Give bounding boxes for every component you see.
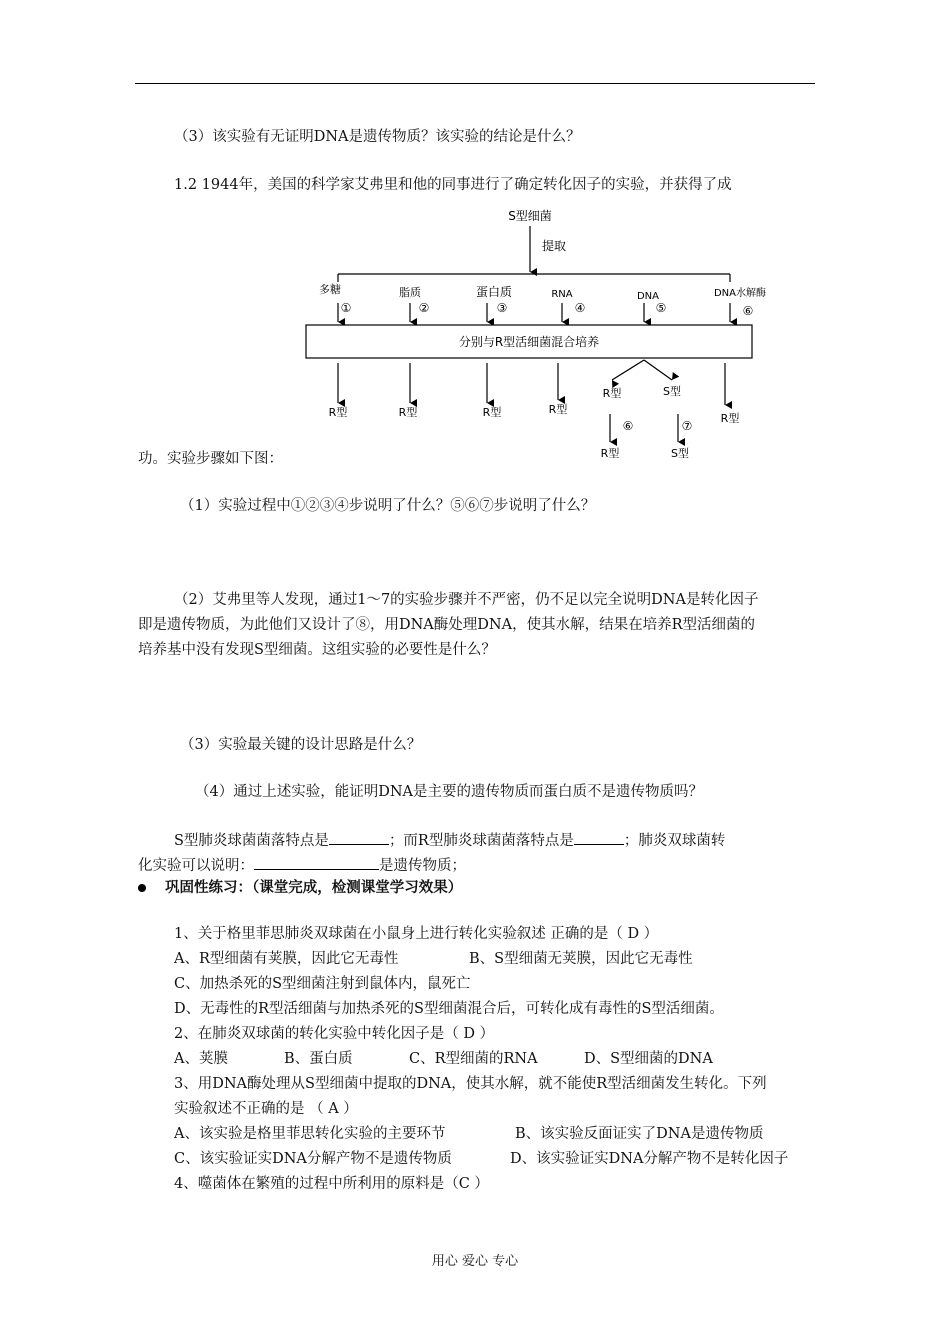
bullet-icon <box>138 884 146 892</box>
step-number: ⑤ <box>655 301 667 315</box>
result-label: R型 <box>482 406 502 419</box>
exercise-2-option-c: C、R型细菌的RNA <box>409 1051 538 1067</box>
answer-blank[interactable] <box>574 830 624 845</box>
step-number: ② <box>418 301 430 315</box>
diagram-top-label: S型细菌 <box>508 209 552 223</box>
exercise-4-stem: 4、噬菌体在繁殖的过程中所利用的原料是（C ） <box>174 1176 489 1192</box>
answer-blank[interactable] <box>329 830 389 845</box>
result-label: R型 <box>720 412 740 425</box>
mix-box-label: 分别与R型活细菌混合培养 <box>458 335 600 349</box>
fill-text: 化实验可以说明： <box>138 858 254 874</box>
exercise-3-option-b: B、该实验反面证实了DNA是遗传物质 <box>515 1126 764 1142</box>
sub-step-number: ⑦ <box>681 419 693 433</box>
result-label: R型 <box>548 403 568 416</box>
component-label: RNA <box>551 289 573 300</box>
component-label: 脂质 <box>399 286 421 299</box>
exercise-3-option-d: D、该实验证实DNA分解产物不是转化因子 <box>510 1151 789 1167</box>
analysis-question-4: （4）通过上述实验，能证明DNA是主要的遗传物质而蛋白质不是遗传物质吗？ <box>195 784 704 800</box>
exercise-1-stem: 1、关于格里菲思肺炎双球菌在小鼠身上进行转化实验叙述 正确的是（ D ） <box>174 926 659 942</box>
experiment-diagram <box>290 200 780 470</box>
result-label: R型 <box>328 406 348 419</box>
component-label: 多糖 <box>319 283 341 296</box>
split-arrow <box>612 360 644 380</box>
exercise-1-option-d: D、无毒性的R型活细菌与加热杀死的S型细菌混合后，可转化成有毒性的S型活细菌。 <box>174 1001 724 1017</box>
fill-text: 是遗传物质； <box>379 858 466 874</box>
result-label: R型 <box>398 406 418 419</box>
sub-result-label: R型 <box>600 447 620 460</box>
fill-text: ；肺炎双球菌转 <box>623 833 726 849</box>
result-label: R型 <box>602 387 622 400</box>
analysis-question-1: （1）实验过程中①②③④步说明了什么？⑤⑥⑦步说明了什么？ <box>180 498 596 514</box>
result-label: S型 <box>663 385 681 398</box>
intro-line-2: 功。实验步骤如下图： <box>138 451 283 467</box>
analysis-question-2-line-1: （2）艾弗里等人发现，通过1～7的实验步骤并不严密，仍不足以完全说明DNA是转化因子 <box>174 592 759 608</box>
fill-blank-line-1 <box>174 830 725 851</box>
component-label: DNA水解酶 <box>713 288 767 299</box>
analysis-question-2-line-2: 即是遗传物质，为此他们又设计了⑧，用DNA酶处理DNA，使其水解，结果在培养R型活细菌的 <box>138 617 755 633</box>
exercise-3-option-c: C、该实验证实DNA分解产物不是遗传物质 <box>174 1151 452 1167</box>
fill-text: S型肺炎球菌菌落特点是 <box>174 833 329 849</box>
answer-blank[interactable] <box>254 855 379 870</box>
header-rule <box>135 83 815 84</box>
exercise-2-stem: 2、在肺炎双球菌的转化实验中转化因子是（ D ） <box>174 1026 495 1042</box>
exercise-2-option-b: B、蛋白质 <box>284 1051 353 1067</box>
exercise-3-stem-line-2: 实验叙述不正确的是 （ A ） <box>174 1101 358 1117</box>
exercise-1-option-c: C、加热杀死的S型细菌注射到鼠体内，鼠死亡 <box>174 976 471 992</box>
component-label: 蛋白质 <box>475 285 513 299</box>
step-number: ③ <box>496 301 508 315</box>
sub-step-number: ⑥ <box>622 419 634 433</box>
intro-line-1: 1.2 1944年，美国的科学家艾弗里和他的同事进行了确定转化因子的实验，并获得了成 <box>174 177 732 193</box>
exercise-3-option-a: A、该实验是格里菲思转化实验的主要环节 <box>174 1126 446 1142</box>
exercise-1-option-b: B、S型细菌无荚膜，因此它无毒性 <box>469 951 693 967</box>
fill-blank-line-2 <box>138 855 466 876</box>
step-number: ① <box>340 301 352 315</box>
step-number: ④ <box>574 301 586 315</box>
exercise-3-stem-line-1: 3、用DNA酶处理从S型细菌中提取的DNA，使其水解，就不能使R型活细菌发生转化。下列 <box>174 1076 767 1092</box>
exercise-2-option-d: D、S型细菌的DNA <box>584 1051 713 1067</box>
question-3-proof: （3）该实验有无证明DNA是遗传物质？该实验的结论是什么？ <box>174 129 581 145</box>
analysis-question-2-line-3: 培养基中没有发现S型细菌。这组实验的必要性是什么？ <box>138 642 496 658</box>
analysis-question-3: （3）实验最关键的设计思路是什么？ <box>180 737 422 753</box>
component-label: DNA <box>636 291 660 302</box>
split-arrow <box>644 360 672 380</box>
exercise-2-option-a: A、荚膜 <box>174 1051 228 1067</box>
step-number: ⑥ <box>742 304 754 318</box>
practice-header: 巩固性练习：（课堂完成，检测课堂学习效果） <box>165 880 463 896</box>
sub-result-label: S型 <box>671 447 689 460</box>
exercise-1-option-a: A、R型细菌有荚膜，因此它无毒性 <box>174 951 399 967</box>
fill-text: ；而R型肺炎球菌菌落特点是 <box>388 833 574 849</box>
page-footer: 用心 爱心 专心 <box>431 1254 519 1269</box>
extract-label: 提取 <box>542 239 567 253</box>
